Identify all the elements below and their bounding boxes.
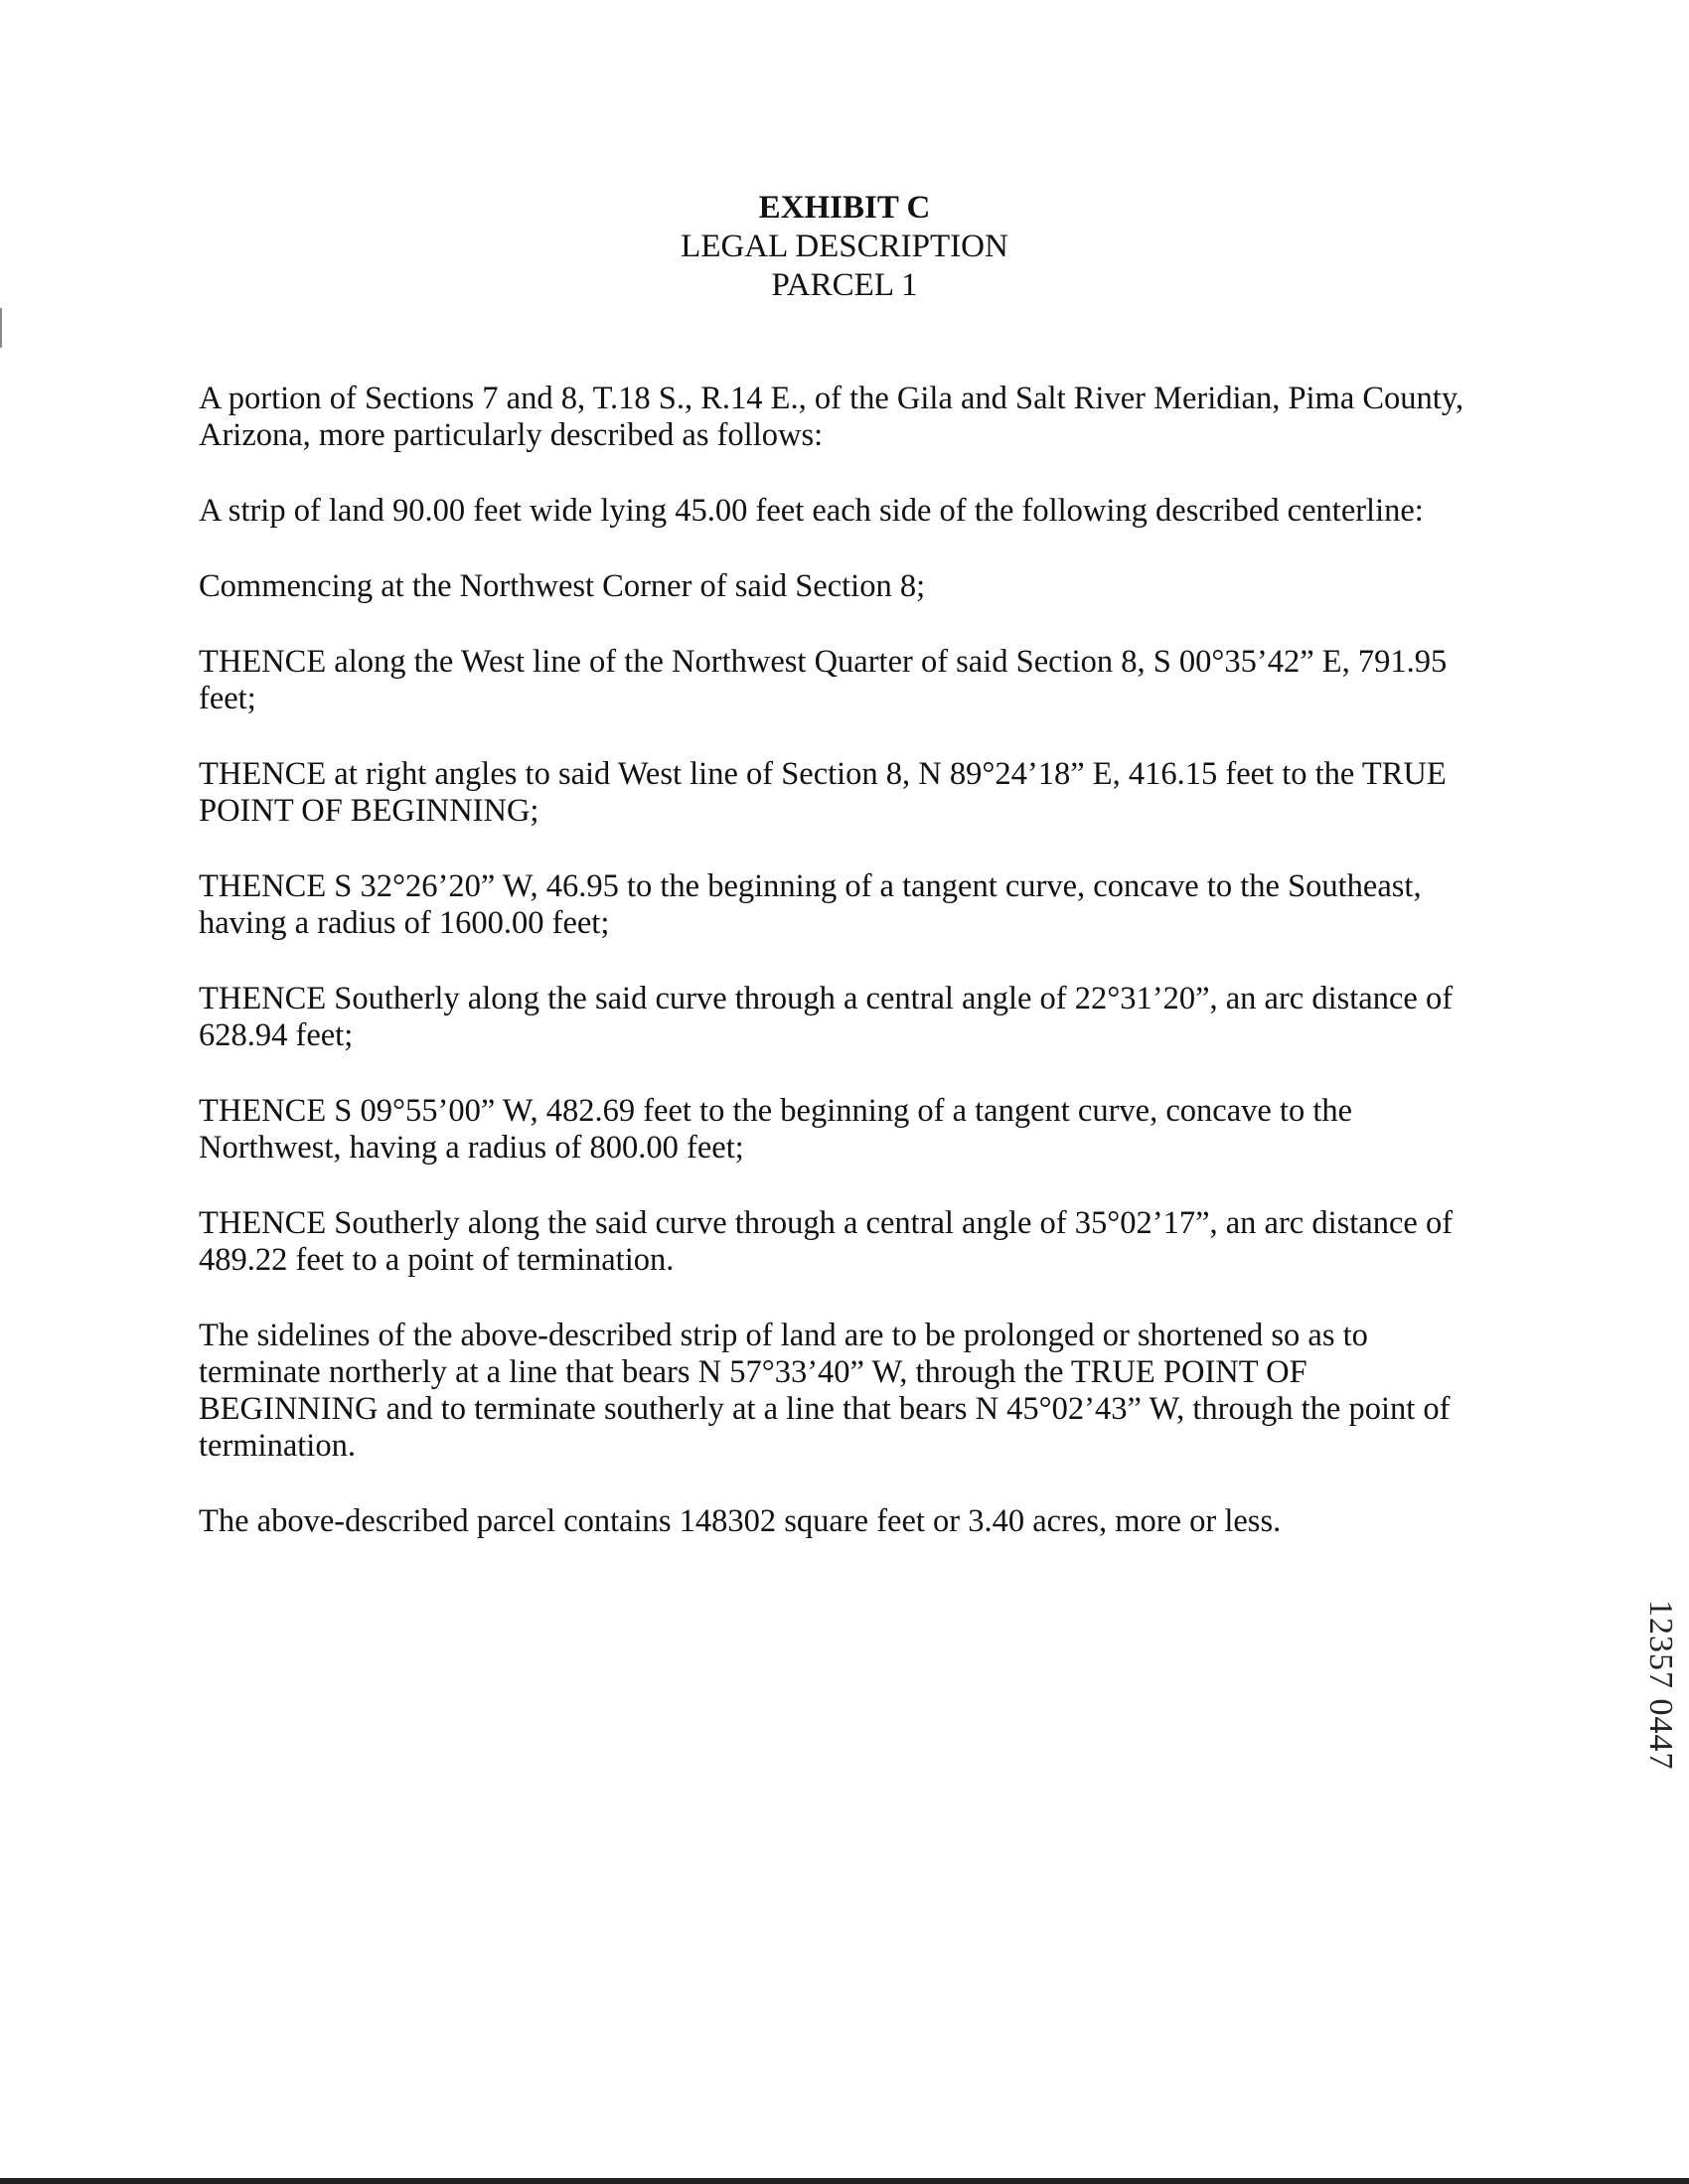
exhibit-title: EXHIBIT C	[758, 190, 931, 226]
parcel-label: PARCEL 1	[771, 267, 918, 303]
document-header	[0, 189, 1689, 305]
legal-description-body	[199, 381, 1490, 1579]
paragraph-sidelines: The sidelines of the above-described strip of land are to be prolonged or shortened so as to terminate northerly at a line that bears N 57°33’40” W, through the TRUE POINT OF BEGINNING and to terminate southerly at a line that bears N 45°02’43” W, through the point of termination.	[199, 1318, 1451, 1464]
document-subtitle: LEGAL DESCRIPTION	[681, 229, 1008, 264]
paragraph-location: A portion of Sections 7 and 8, T.18 S., R.14 E., of the Gila and Salt River Meridian, Pima County, Arizona, more particularly described as follows:	[199, 381, 1464, 453]
scan-bottom-border	[0, 2178, 1689, 2184]
paragraph-strip: A strip of land 90.00 feet wide lying 45.00 feet each side of the following described centerline:	[199, 493, 1424, 529]
paragraph-commencing: Commencing at the Northwest Corner of said Section 8;	[199, 568, 926, 604]
recording-stamp: 12357 0447	[1642, 1600, 1679, 1771]
scan-edge-mark	[0, 308, 2, 348]
paragraph-thence-tangent-curve-1: THENCE S 32°26’20” W, 46.95 to the beginning of a tangent curve, concave to the Southeast, having a radius of 1600.00 feet;	[199, 868, 1422, 941]
paragraph-area: The above-described parcel contains 148302 square feet or 3.40 acres, more or less.	[199, 1503, 1282, 1539]
paragraph-thence-tangent-curve-2: THENCE S 09°55’00” W, 482.69 feet to the beginning of a tangent curve, concave to the Northwest, having a radius of 800.00 feet;	[199, 1093, 1353, 1166]
paragraph-thence-right-angles: THENCE at right angles to said West line of Section 8, N 89°24’18” E, 416.15 feet to the TRUE POINT OF BEGINNING;	[199, 756, 1447, 829]
paragraph-thence-curve-1: THENCE Southerly along the said curve through a central angle of 22°31’20”, an arc distance of 628.94 feet;	[199, 981, 1454, 1053]
paragraph-thence-west-line: THENCE along the West line of the Northwest Quarter of said Section 8, S 00°35’42” E, 791.95 feet;	[199, 644, 1448, 716]
paragraph-thence-curve-2: THENCE Southerly along the said curve through a central angle of 35°02’17”, an arc distance of 489.22 feet to a point of termination.	[199, 1205, 1454, 1278]
